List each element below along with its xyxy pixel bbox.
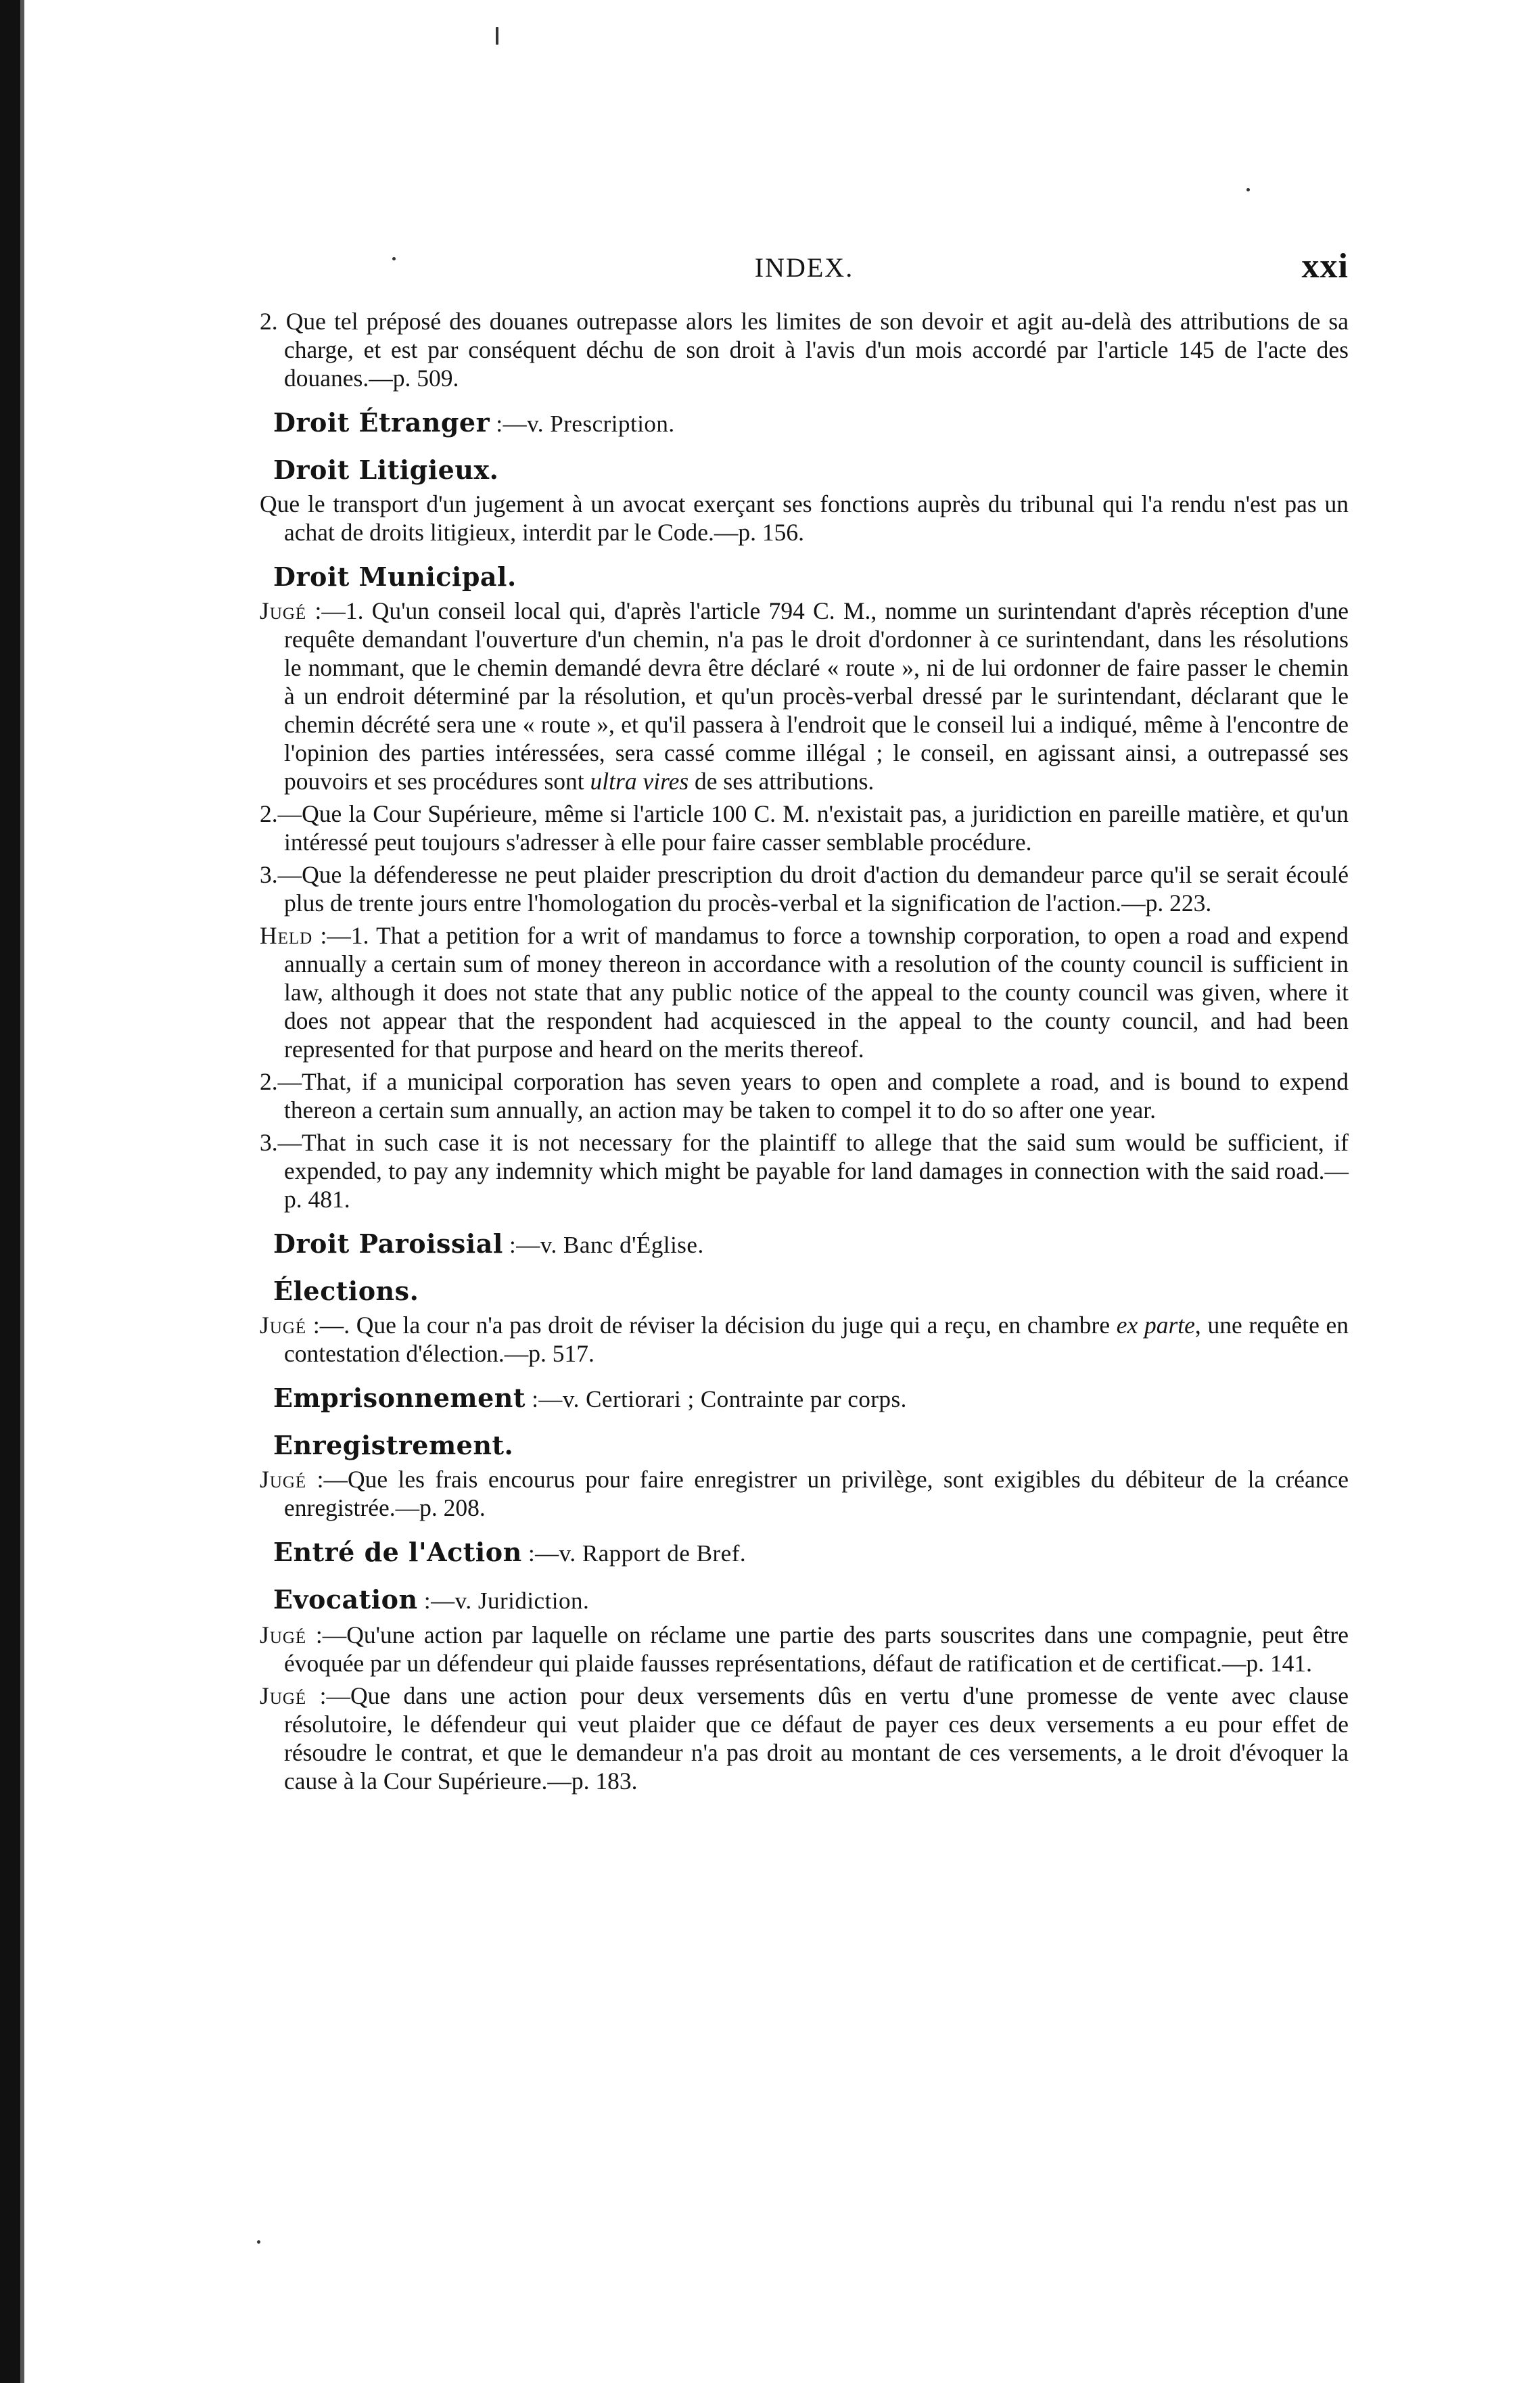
entry-municipal-held-1: [260, 921, 1349, 1063]
juge-label: Jugé: [260, 1682, 307, 1709]
scan-speck: [1246, 188, 1250, 191]
heading-droit-paroissial: [273, 1228, 1349, 1261]
scan-speck: [496, 27, 498, 45]
entry-municipal-held-3: 3.—That in such case it is not necessary for the plaintiff to allege that the said sum would be sufficient, if expended, to pay any indemnity which might be payable for land damages in connection with the said road.—p. 481.: [260, 1129, 1349, 1213]
page-number: xxi: [1301, 247, 1349, 285]
entry-enregistrement: [260, 1465, 1349, 1522]
juge-label: Jugé: [260, 1466, 307, 1493]
heading-entre-action: [273, 1537, 1349, 1569]
entry-text-end: , une requête en contestation d'élection.—p. 517.: [284, 1312, 1349, 1367]
entry-text: :—. Que la cour n'a pas droit de réviser la décision du juge qui a reçu, en chambre: [306, 1312, 1117, 1339]
index-page: [260, 245, 1349, 1799]
entry-municipal-juge-2: 2.—Que la Cour Supérieure, même si l'article 100 C. M. n'existait pas, a juridiction en pareille matière, et qu'un intéressé peut toujours s'adresser à elle pour faire casser semblable procédure.: [260, 800, 1349, 856]
entry-italic: ultra vires: [590, 768, 689, 795]
running-head-title: INDEX.: [754, 252, 854, 283]
entry-text: :—1. Qu'un conseil local qui, d'après l'article 794 C. M., nomme un surintendant d'après réception d'une requête demandant l'ouverture d'un chemin, n'a pas le droit d'ordonner à ce surintendant, dans les résolutions le nommant, que le chemin demandé devra être déclaré « route », ni de lui ordonner de faire passer le chemin à un endroit déterminé par la résolution, et qu'un procès-verbal dressé par le surintendant, déclarant que le chemin décrété sera une « route », et qu'il passera à l'endroit que le conseil lui a indiqué, même à l'encontre de l'opinion des parties intéressées, sera cassé comme illégal ; le conseil, en agissant ainsi, a outrepassé ses pouvoirs et ses procédures sont: [284, 597, 1349, 795]
juge-label: Jugé: [260, 1621, 307, 1648]
heading-text: Entré de l'Action: [273, 1537, 522, 1567]
entry-droit-litigieux: Que le transport d'un jugement à un avocat exerçant ses fonctions auprès du tribunal qui l'a rendu n'est pas un achat de droits litigieux, interdit par le Code.—p. 156.: [260, 490, 1349, 546]
heading-text: Droit Étranger: [273, 407, 490, 438]
heading-droit-litigieux: Droit Litigieux.: [273, 455, 499, 485]
heading-text: Droit Paroissial: [273, 1228, 503, 1259]
heading-droit-municipal: Droit Municipal.: [273, 561, 517, 592]
heading-text: Evocation: [273, 1584, 418, 1615]
entry-text: :—Que les frais encourus pour faire enregistrer un privilège, sont exigibles du débiteur de la créance enregistrée.—p. 208.: [284, 1466, 1349, 1521]
binding-shadow: [20, 0, 24, 2383]
entry-evocation-2: [260, 1682, 1349, 1795]
heading-elections: Élections.: [273, 1276, 419, 1306]
entry-text: :—1. That a petition for a writ of mandamus to force a township corporation, to open a road and expend annually a certain sum of money thereon in accordance with a resolution of the county council is sufficient in law, although it does not state that any public notice of the appeal to the county council was given, where it does not appear that the respondent had acquiesced in the appeal to the county council, and had been represented for that purpose and heard on the merits thereof.: [284, 922, 1349, 1063]
entry-evocation-1: [260, 1621, 1349, 1678]
entry-elections: [260, 1311, 1349, 1368]
cross-reference: :—v. Juridiction.: [417, 1588, 590, 1614]
cross-reference: :—v. Prescription.: [490, 411, 675, 437]
heading-enregistrement: Enregistrement.: [273, 1430, 514, 1460]
heading-evocation: [273, 1584, 1349, 1617]
entry-municipal-held-2: 2.—That, if a municipal corporation has seven years to open and complete a road, and is bound to expend thereon a certain sum annually, an action may be taken to compel it to do so after one year.: [260, 1068, 1349, 1124]
juge-label: Jugé: [260, 1312, 307, 1339]
entry-text: :—Que dans une action pour deux versements dûs en vertu d'une promesse de vente avec clause résolutoire, le défendeur qui veut plaider que ce défaut de payer ces deux versements a eu pour effet de résoudre le contrat, et que le demandeur n'a pas droit au montant de ces versements, a le droit d'évoquer la cause à la Cour Supérieure.—p. 183.: [284, 1682, 1349, 1795]
entry-text-end: de ses attributions.: [689, 768, 874, 795]
entry-municipal-juge-3: 3.—Que la défenderesse ne peut plaider prescription du droit d'action du demandeur parce qu'il se serait écoulé plus de trente jours entre l'homologation du procès-verbal et la signification de l'action.—p. 223.: [260, 861, 1349, 917]
cross-reference: :—v. Banc d'Église.: [503, 1232, 704, 1258]
scan-speck: [257, 2240, 260, 2244]
entry-text: :—Qu'une action par laquelle on réclame une partie des parts souscrites dans une compagnie, peut être évoquée par un défendeur qui plaide fausses représentations, défaut de ratification et de certificat.—p. 141.: [284, 1621, 1349, 1677]
juge-label: Jugé: [260, 597, 307, 624]
heading-emprisonnement: [273, 1383, 1349, 1415]
entry-douanes-2: 2. Que tel préposé des douanes outrepasse alors les limites de son devoir et agit au-delà des attributions de sa charge, et est par conséquent déchu de son droit à l'avis d'un mois accordé par l'article 145 de l'acte des douanes.—p. 509.: [260, 308, 1349, 392]
held-label: Held: [260, 922, 313, 949]
running-head: [260, 245, 1349, 292]
binding-edge: [0, 0, 20, 2383]
heading-text: Emprisonnement: [273, 1383, 526, 1413]
entry-italic: ex parte: [1116, 1312, 1195, 1339]
heading-droit-etranger: [273, 407, 1349, 440]
entry-municipal-juge-1: [260, 597, 1349, 795]
cross-reference: :—v. Certiorari ; Contrainte par corps.: [525, 1386, 907, 1412]
cross-reference: :—v. Rapport de Bref.: [521, 1540, 747, 1567]
index-body: [260, 307, 1349, 1795]
